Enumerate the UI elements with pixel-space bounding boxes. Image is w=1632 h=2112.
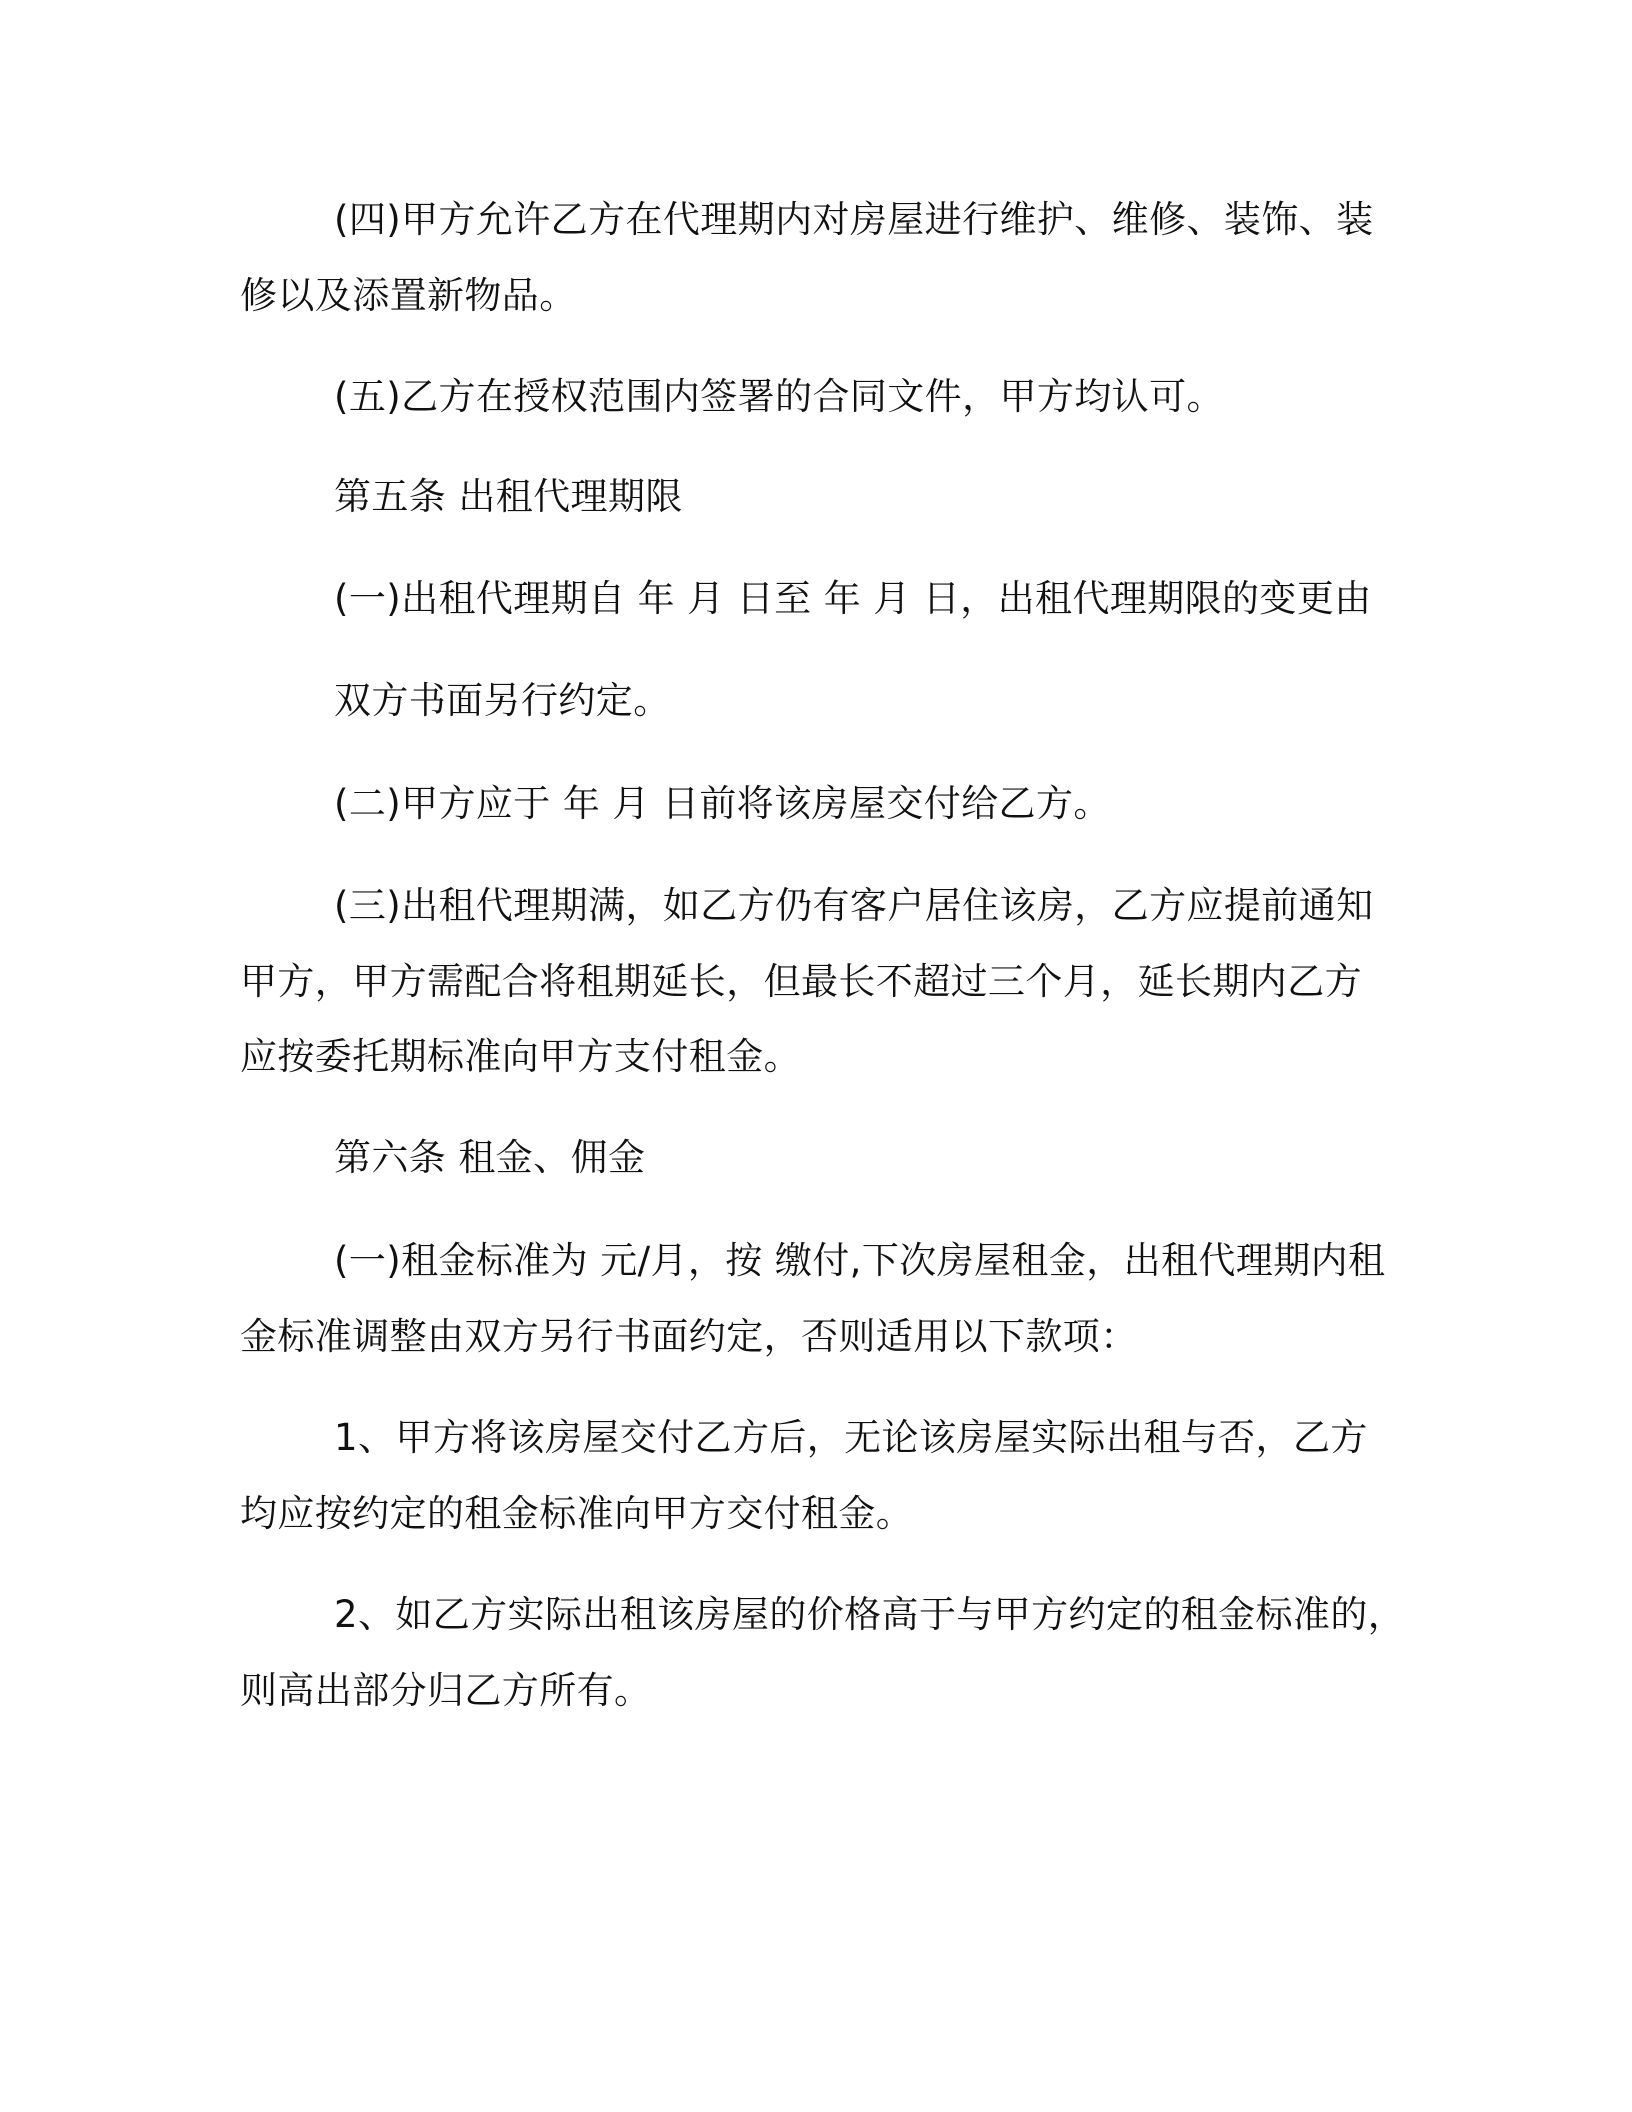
item-2-line-1: 2、如乙方实际出租该房屋的价格高于与甲方约定的租金标准的，	[334, 1593, 1406, 1636]
item-2-line-2: 则高出部分归乙方所有。	[240, 1669, 652, 1712]
clause-4-4-line-1: (四)甲方允许乙方在代理期内对房屋进行维护、维修、装饰、装	[334, 198, 1374, 241]
article-6-heading: 第六条 租金、佣金	[334, 1136, 646, 1179]
clause-5-3-line-1: (三)出租代理期满，如乙方仍有客户居住该房，乙方应提前通知	[334, 884, 1374, 927]
clause-6-1-line-2: 金标准调整由双方另行书面约定，否则适用以下款项：	[240, 1315, 1138, 1358]
item-1-line-1: 1、甲方将该房屋交付乙方后，无论该房屋实际出租与否，乙方	[334, 1416, 1368, 1459]
clause-5-1-line-1: (一)出租代理期自 年 月 日至 年 月 日，出租代理期限的变更由	[334, 577, 1372, 620]
clause-6-1-line-1: (一)租金标准为 元/月，按 缴付,下次房屋租金，出租代理期内租	[334, 1239, 1386, 1282]
clause-5-3-line-2: 甲方，甲方需配合将租期延长，但最长不超过三个月，延长期内乙方	[240, 960, 1362, 1003]
clause-4-4-line-2: 修以及添置新物品。	[240, 274, 577, 317]
clause-5-1-line-2: 双方书面另行约定。	[334, 679, 671, 722]
item-1-line-2: 均应按约定的租金标准向甲方交付租金。	[240, 1492, 914, 1535]
clause-5-2: (二)甲方应于 年 月 日前将该房屋交付给乙方。	[334, 782, 1111, 825]
clause-5-3-line-3: 应按委托期标准向甲方支付租金。	[240, 1035, 801, 1078]
clause-4-5: (五)乙方在授权范围内签署的合同文件，甲方均认可。	[334, 375, 1224, 418]
article-5-heading: 第五条 出租代理期限	[334, 475, 683, 518]
